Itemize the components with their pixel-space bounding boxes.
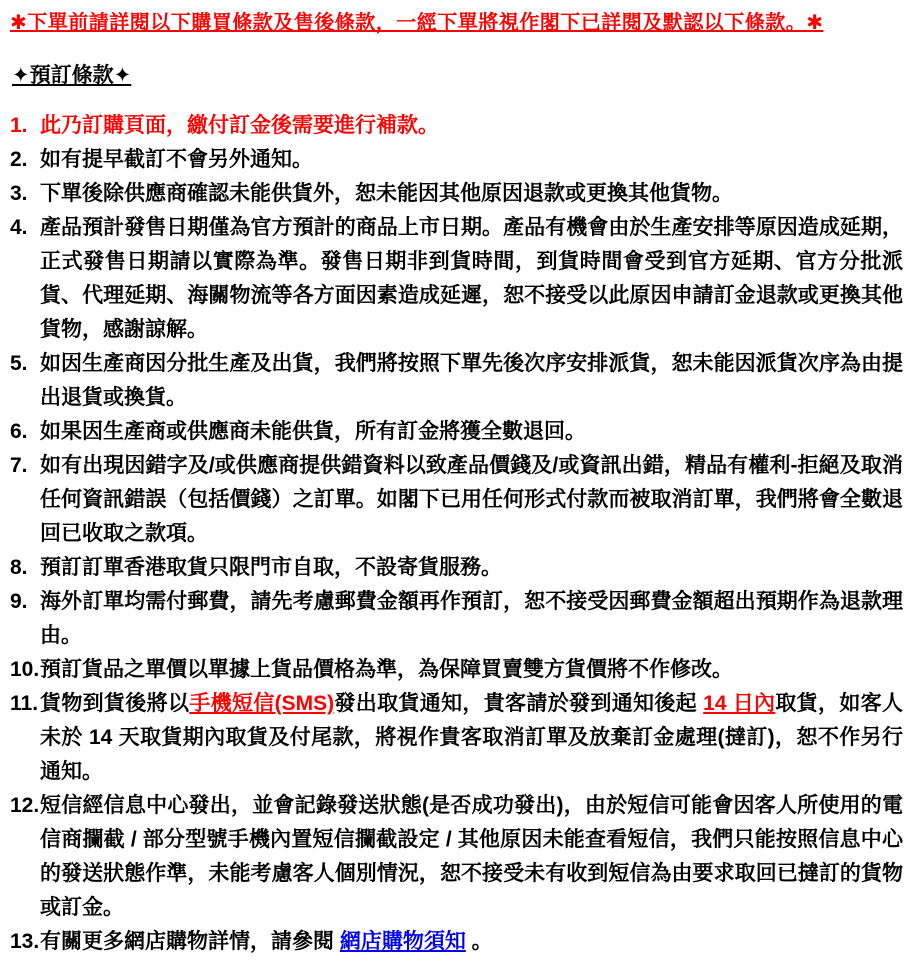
term-number: 10.	[10, 658, 40, 681]
page-title: ✱下單前請詳閱以下購買條款及售後條款，一經下單將視作閣下已詳閱及默認以下條款。✱	[10, 12, 824, 34]
term-text	[40, 687, 903, 789]
text-segment: 預訂訂單香港取貨只限門市自取，不設寄貨服務。	[40, 556, 502, 579]
text-segment: 如有出現因錯字及/或供應商提供錯資料以致產品價錢及/或資訊出錯，精品有權利-拒絕及取消任何資訊錯誤（包括價錢）之訂單。如閣下已用任何形式付款而被取消訂單，我們將會全數退回已收取之款項。	[40, 454, 903, 545]
term-item	[10, 211, 903, 347]
term-item	[10, 347, 903, 415]
text-segment: 此乃訂購頁面，繳付訂金後需要進行補款。	[40, 114, 439, 137]
term-number: 12.	[10, 794, 40, 817]
term-item	[10, 143, 903, 177]
term-number: 3.	[10, 182, 28, 205]
term-text	[40, 925, 903, 959]
text-segment: 發出取貨通知，貴客請於發到通知後起	[334, 692, 704, 715]
terms-list	[10, 109, 903, 959]
term-item	[10, 415, 903, 449]
term-text	[40, 415, 903, 449]
term-number: 11.	[10, 692, 39, 715]
text-segment: 預訂貨品之單價以單據上貨品價格為準，為保障買賣雙方貨價將不作修改。	[40, 658, 733, 681]
text-segment: 取貨，如客人未於 14 天取貨期內取貨及付尾款，將視作貴客取消訂單及放棄訂金處理(撻訂)，恕不作另行通知。	[40, 692, 903, 783]
text-segment: 海外訂單均需付郵費，請先考慮郵費金額再作預訂，恕不接受因郵費金額超出預期作為退款理由。	[40, 590, 903, 647]
section-heading: ✦預訂條款✦	[12, 64, 132, 87]
term-number: 1.	[10, 114, 28, 137]
term-text	[40, 143, 903, 177]
term-number: 13.	[10, 930, 40, 953]
text-segment: 貨物到貨後將以	[40, 692, 190, 715]
term-item	[10, 687, 903, 789]
section-heading-row	[10, 63, 903, 89]
term-number: 4.	[10, 216, 28, 239]
term-item	[10, 551, 903, 585]
term-text	[40, 177, 903, 211]
term-text	[40, 653, 903, 687]
highlighted-text: 14 日內	[703, 692, 776, 715]
term-number: 6.	[10, 420, 28, 443]
text-segment: 如果因生產商或供應商未能供貨，所有訂金將獲全數退回。	[40, 420, 586, 443]
term-item	[10, 177, 903, 211]
term-item	[10, 109, 903, 143]
term-item	[10, 585, 903, 653]
term-text	[40, 551, 903, 585]
text-segment: 。	[465, 930, 493, 953]
term-number: 5.	[10, 352, 28, 375]
text-segment: 如因生產商因分批生產及出貨，我們將按照下單先後次序安排派貨，恕未能因派貨次序為由提出退貨或換貨。	[40, 352, 903, 409]
term-number: 9.	[10, 590, 28, 613]
term-text	[40, 585, 903, 653]
shop-guide-link[interactable]: 網店購物須知	[339, 930, 466, 953]
text-segment: 如有提早截訂不會另外通知。	[40, 148, 313, 171]
term-number: 2.	[10, 148, 28, 171]
term-item	[10, 653, 903, 687]
term-item	[10, 925, 903, 959]
term-text	[40, 449, 903, 551]
term-text	[40, 347, 903, 415]
text-segment: 短信經信息中心發出，並會記錄發送狀態(是否成功發出)，由於短信可能會因客人所使用的電信商攔截 / 部分型號手機內置短信攔截設定 / 其他原因未能查看短信，我們只能按照信息中心的發送狀態作準，未能考慮客人個別情況，恕不接受未有收到短信為由要求取回已撻訂的貨物或訂金。	[40, 794, 903, 919]
term-item	[10, 789, 903, 925]
text-segment: 產品預計發售日期僅為官方預計的商品上市日期。產品有機會由於生產安排等原因造成延期，正式發售日期請以實際為準。發售日期非到貨時間，到貨時間會受到官方延期、官方分批派貨、代理延期、海關物流等各方面因素造成延遲，恕不接受以此原因申請訂金退款或更換其他貨物，感謝諒解。	[40, 216, 903, 341]
term-text	[40, 109, 903, 143]
term-text	[40, 789, 903, 925]
text-segment: 下單後除供應商確認未能供貨外，恕未能因其他原因退款或更換其他貨物。	[40, 182, 733, 205]
highlighted-text: 手機短信(SMS)	[189, 692, 335, 715]
text-segment: 有關更多網店購物詳情，請參閱	[40, 930, 340, 953]
term-item	[10, 449, 903, 551]
term-number: 7.	[10, 454, 28, 477]
term-number: 8.	[10, 556, 28, 579]
term-text	[40, 211, 903, 347]
